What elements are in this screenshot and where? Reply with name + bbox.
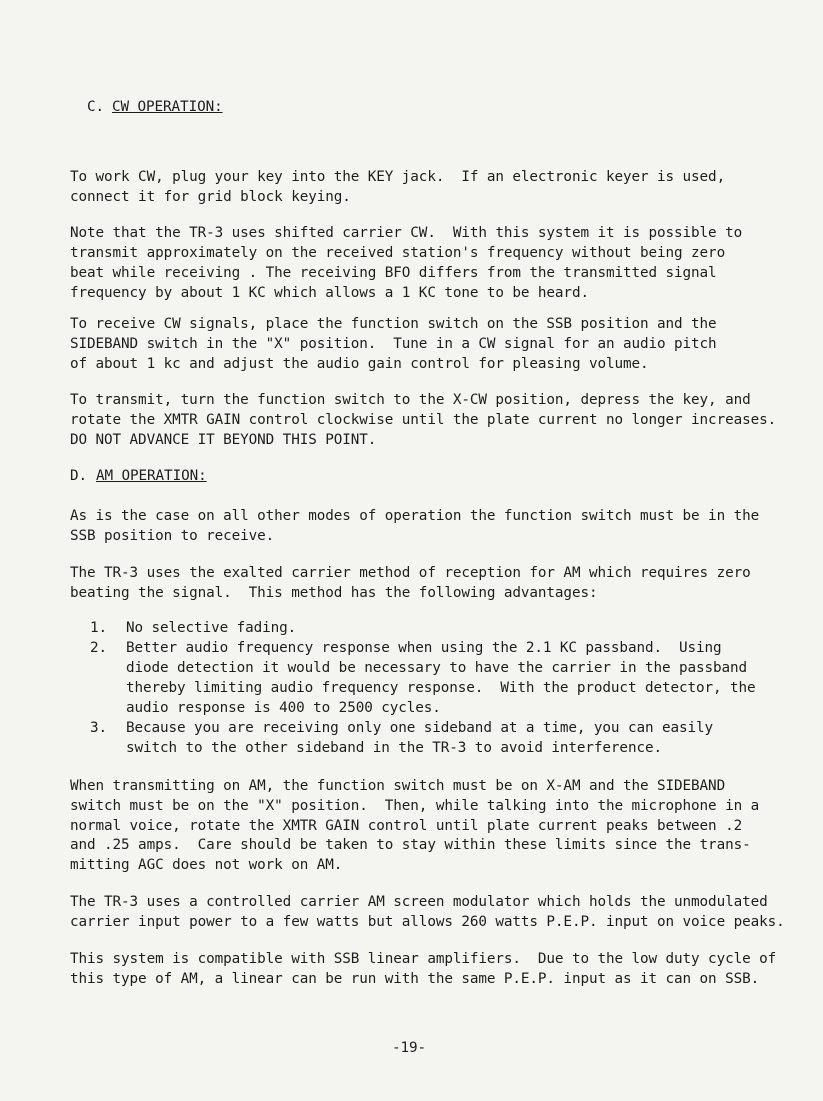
paragraph-line: normal voice, rotate the XMTR GAIN control until plate current peaks between .2 [70,817,743,834]
paragraph-line: DO NOT ADVANCE IT BEYOND THIS POINT. [70,432,377,448]
section-letter: D. [70,468,88,484]
list-item-line: audio response is 400 to 2500 cycles. [126,700,441,716]
paragraph-line: frequency by about 1 KC which allows a 1 KC tone to be heard. [70,285,589,301]
list-item-line: Because you are receiving only one sideband at a time, you can easily [126,720,714,736]
paragraph-line: This system is compatible with SSB linear amplifiers. Due to the low duty cycle of [70,951,777,967]
paragraph-line: carrier input power to a few watts but allows 260 watts P.E.P. input on voice peaks. [70,913,785,930]
paragraph-line: beat while receiving . The receiving BFO differs from the transmitted signal [70,265,717,281]
paragraph-line: The TR-3 uses the exalted carrier method of reception for AM which requires zero [70,565,751,581]
paragraph-line: To work CW, plug your key into the KEY jack. If an electronic keyer is used, [70,169,726,185]
paragraph-line: this type of AM, a linear can be run with the same P.E.P. input as it can on SSB. [70,970,760,987]
paragraph-line: SIDEBAND switch in the "X" position. Tune in a CW signal for an audio pitch [70,336,717,352]
list-number: 3. [90,720,108,736]
section-heading: CW OPERATION: [112,99,223,115]
paragraph-line: SSB position to receive. [70,528,275,544]
paragraph-line: connect it for grid block keying. [70,189,351,205]
list-item-line: thereby limiting audio frequency response. With the product detector, the [126,680,756,696]
list-number: 2. [90,640,108,656]
paragraph-line: of about 1 kc and adjust the audio gain control for pleasing volume. [70,356,649,372]
paragraph-line: Note that the TR-3 uses shifted carrier CW. With this system it is possible to [70,225,743,241]
paragraph-line: rotate the XMTR GAIN control clockwise until the plate current no longer increases. [70,412,777,428]
list-item-line: switch to the other sideband in the TR-3 to avoid interference. [126,740,662,756]
page-number: -19- [392,1040,427,1056]
paragraph-line: mitting AGC does not work on AM. [70,857,343,874]
paragraph-line: To transmit, turn the function switch to the X-CW position, depress the key, and [70,392,751,408]
list-item-line: Better audio frequency response when using the 2.1 KC passband. Using [126,640,722,656]
section-letter: C. [87,99,105,115]
paragraph-line: transmit approximately on the received station's frequency without being zero [70,245,726,261]
paragraph-line: beating the signal. This method has the following advantages: [70,585,598,601]
list-item-line: No selective fading. [126,620,297,636]
section-heading: AM OPERATION: [96,468,207,484]
paragraph-line: To receive CW signals, place the function switch on the SSB position and the [70,316,717,332]
list-item-line: diode detection it would be necessary to have the carrier in the passband [126,660,748,676]
paragraph-line: and .25 amps. Care should be taken to stay within these limits since the trans- [70,837,751,854]
paragraph-line: When transmitting on AM, the function switch must be on X-AM and the SIDEBAND [70,778,726,794]
paragraph-line: The TR-3 uses a controlled carrier AM screen modulator which holds the unmodulated [70,894,768,910]
paragraph-line: switch must be on the "X" position. Then, while talking into the microphone in a [70,797,760,814]
paragraph-line: As is the case on all other modes of operation the function switch must be in the [70,508,760,524]
list-number: 1. [90,620,108,636]
